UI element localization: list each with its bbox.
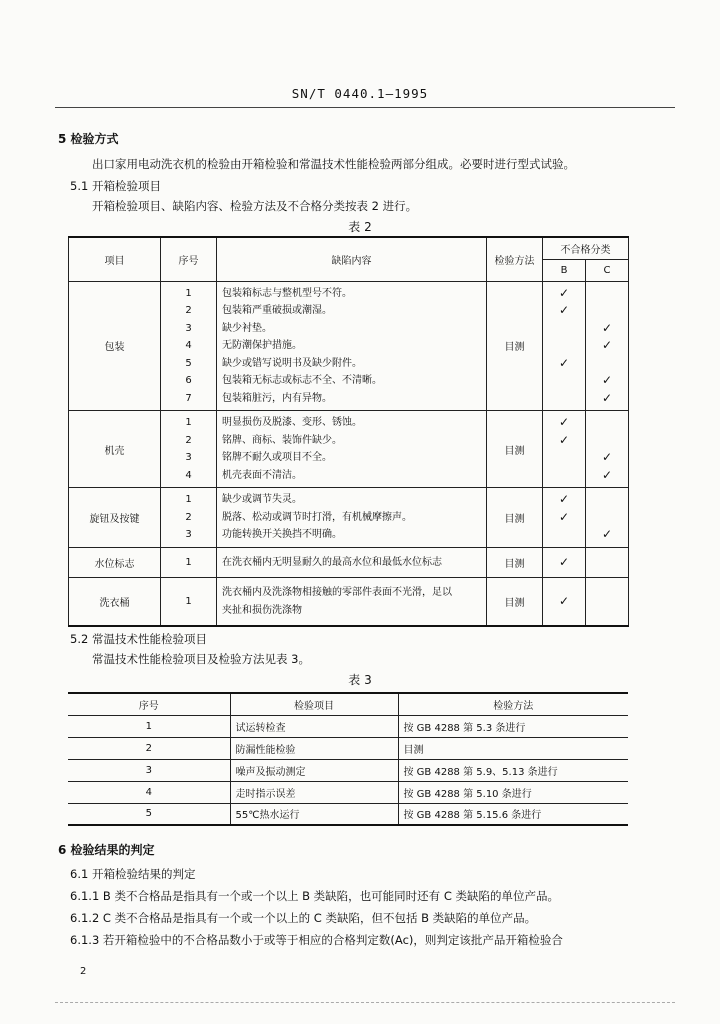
b-check-mark	[543, 372, 585, 390]
table-3-header-method: 检验方法	[398, 693, 628, 715]
defect-text: 缺少或调节失灵。	[222, 494, 302, 505]
row-number: 2	[185, 434, 192, 446]
row-number: 1	[185, 556, 192, 568]
table-2-group-row	[69, 281, 629, 411]
row-number: 7	[185, 392, 192, 404]
c-check-mark: ✓	[601, 527, 613, 541]
defect-text: 在洗衣桶内无明显耐久的最高水位和最低水位标志	[222, 556, 442, 568]
c-check-mark	[586, 414, 628, 432]
table-3-row	[68, 759, 628, 781]
b-check-mark	[543, 337, 585, 355]
table-2-b-cell	[543, 281, 586, 411]
table-2-item-name: 洗衣桶	[69, 578, 161, 627]
table-2-c-cell	[586, 411, 629, 488]
b-check-mark	[543, 320, 585, 338]
section-5-2-text: 常温技术性能检验项目及检验方法见表 3。	[92, 652, 310, 666]
defect-text-cont: 夹扯和损伤洗涤物	[222, 604, 302, 616]
row-number: 4	[185, 469, 192, 481]
defect-text: 功能转换开关换挡不明确。	[222, 529, 342, 540]
row-number: 2	[185, 511, 192, 523]
section-6-1: 6.1 开箱检验结果的判定	[70, 867, 196, 881]
defect-text: 铭牌不耐久或项目不全。	[222, 452, 332, 463]
defect-text: 缺少或错写说明书及缺少附件。	[222, 357, 362, 369]
row-number: 5	[185, 357, 192, 369]
table-2-header-no: 序号	[161, 237, 217, 281]
header-rule	[55, 107, 675, 108]
table-2-b-cell	[543, 488, 586, 548]
section-5-intro: 出口家用电动洗衣机的检验由开箱检验和常温技术性能检验两部分组成。必要时进行型式试验。	[92, 157, 575, 171]
table-2-no-cell	[161, 488, 217, 548]
b-check-mark: ✓	[558, 594, 570, 608]
table-2-group-row	[69, 578, 629, 627]
footer-rule	[55, 1002, 675, 1003]
row-number: 1	[185, 417, 192, 428]
page-number: 2	[80, 966, 87, 977]
row-number: 1	[185, 596, 192, 607]
table-2-header-defect: 缺陷内容	[217, 237, 487, 281]
c-check-mark: ✓	[601, 338, 613, 352]
table-3-method-cell: 按 GB 4288 第 5.10 条进行	[398, 781, 628, 803]
table-2-item-name: 水位标志	[69, 547, 161, 578]
b-check-mark	[543, 526, 585, 544]
table-2-defect-cell	[217, 488, 487, 548]
table-2-item-name: 机壳	[69, 411, 161, 488]
defect-text: 包装箱脏污，内有异物。	[222, 392, 332, 404]
table-3-header-item: 检验项目	[230, 693, 398, 715]
table-2-defect-cell	[217, 281, 487, 411]
table-2-method-cell: 目测	[487, 547, 543, 578]
table-3-row	[68, 803, 628, 825]
section-6-1-3: 6.1.3 若开箱检验中的不合格品数小于或等于相应的合格判定数(Ac)，则判定该批产品开箱检验合	[70, 933, 563, 947]
defect-text: 铭牌、商标、装饰件缺少。	[222, 434, 342, 446]
table-2-c-cell	[586, 578, 629, 627]
b-check-mark: ✓	[558, 355, 570, 370]
row-number: 3	[185, 322, 192, 334]
b-check-mark: ✓	[558, 432, 570, 447]
b-check-mark: ✓	[558, 554, 570, 569]
table-2-group-row	[69, 488, 629, 548]
table-3	[68, 692, 628, 826]
table-3-row	[68, 737, 628, 759]
table-2-caption: 表 2	[348, 220, 372, 234]
table-3-no-cell: 5	[68, 803, 230, 825]
table-3-item-cell: 走时指示误差	[230, 781, 398, 803]
b-check-mark	[543, 449, 585, 467]
row-number: 3	[185, 529, 192, 540]
c-check-mark	[586, 302, 628, 320]
section-5-1-title: 5.1 开箱检验项目	[70, 179, 161, 193]
table-3-row	[68, 715, 628, 737]
table-2-no-cell	[161, 578, 217, 627]
table-2-no-cell	[161, 411, 217, 488]
row-number: 3	[185, 452, 192, 463]
defect-text: 脱落、松动或调节时打滑，有机械摩擦声。	[222, 511, 412, 523]
table-3-item-cell: 55℃热水运行	[230, 803, 398, 825]
section-6-1-2: 6.1.2 C 类不合格品是指具有一个或一个以上的 C 类缺陷，但不包括 B 类缺陷的单位产品。	[70, 911, 537, 925]
table-3-method-cell: 按 GB 4288 第 5.3 条进行	[398, 715, 628, 737]
section-5-title: 5 检验方式	[58, 132, 119, 146]
table-2-header-item: 项目	[69, 237, 161, 281]
defect-text: 缺少衬垫。	[222, 322, 272, 334]
table-3-no-cell: 4	[68, 781, 230, 803]
row-number: 4	[185, 340, 192, 351]
table-2-header-class: 不合格分类	[543, 237, 629, 259]
c-check-mark	[586, 432, 628, 450]
defect-text: 无防潮保护措施。	[222, 340, 302, 351]
table-2-item-name: 旋钮及按键	[69, 488, 161, 548]
table-2	[68, 236, 629, 627]
table-3-row	[68, 781, 628, 803]
table-2-no-cell	[161, 547, 217, 578]
table-2-method-cell: 目测	[487, 281, 543, 411]
c-check-mark: ✓	[601, 320, 613, 335]
section-5-1-text: 开箱检验项目、缺陷内容、检验方法及不合格分类按表 2 进行。	[92, 199, 418, 213]
table-3-item-cell: 试运转检查	[230, 715, 398, 737]
table-3-caption: 表 3	[348, 673, 372, 687]
table-2-defect-cell	[217, 578, 487, 627]
standard-code: SN/T 0440.1—1995	[291, 86, 429, 101]
section-5-2-title: 5.2 常温技术性能检验项目	[70, 632, 207, 646]
table-2-header-b: B	[543, 259, 586, 281]
c-check-mark: ✓	[601, 390, 613, 405]
c-check-mark: ✓	[601, 450, 613, 464]
section-6-1-1: 6.1.1 B 类不合格品是指具有一个或一个以上 B 类缺陷，也可能同时还有 C 类缺陷的单位产品。	[70, 889, 559, 903]
table-3-method-cell: 目测	[398, 737, 628, 759]
table-2-c-cell	[586, 547, 629, 578]
table-2-method-cell: 目测	[487, 488, 543, 548]
table-2-item-name: 包装	[69, 281, 161, 411]
c-check-mark: ✓	[601, 373, 613, 387]
table-2-group-row	[69, 411, 629, 488]
table-2-defect-cell	[217, 411, 487, 488]
defect-text: 明显损伤及脱漆、变形、锈蚀。	[222, 417, 362, 428]
c-check-mark	[586, 584, 628, 619]
row-number: 2	[185, 305, 192, 316]
b-check-mark: ✓	[558, 285, 570, 300]
row-number: 1	[185, 494, 192, 505]
table-2-header-method: 检验方法	[487, 237, 543, 281]
table-3-no-cell: 3	[68, 759, 230, 781]
c-check-mark: ✓	[601, 467, 613, 482]
table-3-item-cell: 噪声及振动测定	[230, 759, 398, 781]
defect-text: 包装箱标志与整机型号不符。	[222, 287, 352, 299]
table-2-b-cell	[543, 578, 586, 627]
table-3-method-cell: 按 GB 4288 第 5.15.6 条进行	[398, 803, 628, 825]
table-2-method-cell: 目测	[487, 578, 543, 627]
c-check-mark	[586, 355, 628, 373]
table-2-b-cell	[543, 547, 586, 578]
defect-text: 洗衣桶内及洗涤物相接触的零部件表面不光滑，足以	[222, 587, 452, 598]
table-3-no-cell: 2	[68, 737, 230, 759]
defect-text: 包装箱无标志或标志不全、不清晰。	[222, 375, 382, 386]
c-check-mark	[586, 554, 628, 572]
c-check-mark	[586, 285, 628, 303]
b-check-mark: ✓	[558, 492, 570, 506]
table-3-header-no: 序号	[68, 693, 230, 715]
table-2-c-cell	[586, 281, 629, 411]
defect-text: 机壳表面不清洁。	[222, 469, 302, 481]
table-2-method-cell: 目测	[487, 411, 543, 488]
table-3-method-cell: 按 GB 4288 第 5.9、5.13 条进行	[398, 759, 628, 781]
table-2-header-c: C	[586, 259, 629, 281]
b-check-mark	[543, 467, 585, 485]
section-6-title: 6 检验结果的判定	[58, 843, 155, 857]
table-2-group-row	[69, 547, 629, 578]
table-2-defect-cell	[217, 547, 487, 578]
b-check-mark	[543, 390, 585, 408]
b-check-mark: ✓	[558, 509, 570, 524]
table-3-no-cell: 1	[68, 715, 230, 737]
row-number: 6	[185, 375, 192, 386]
table-2-b-cell	[543, 411, 586, 488]
b-check-mark: ✓	[558, 303, 570, 317]
table-2-c-cell	[586, 488, 629, 548]
row-number: 1	[185, 287, 192, 299]
table-3-item-cell: 防漏性能检验	[230, 737, 398, 759]
defect-text: 包装箱严重破损或潮湿。	[222, 305, 332, 316]
b-check-mark: ✓	[558, 415, 570, 429]
c-check-mark	[586, 509, 628, 527]
table-2-no-cell	[161, 281, 217, 411]
c-check-mark	[586, 491, 628, 509]
